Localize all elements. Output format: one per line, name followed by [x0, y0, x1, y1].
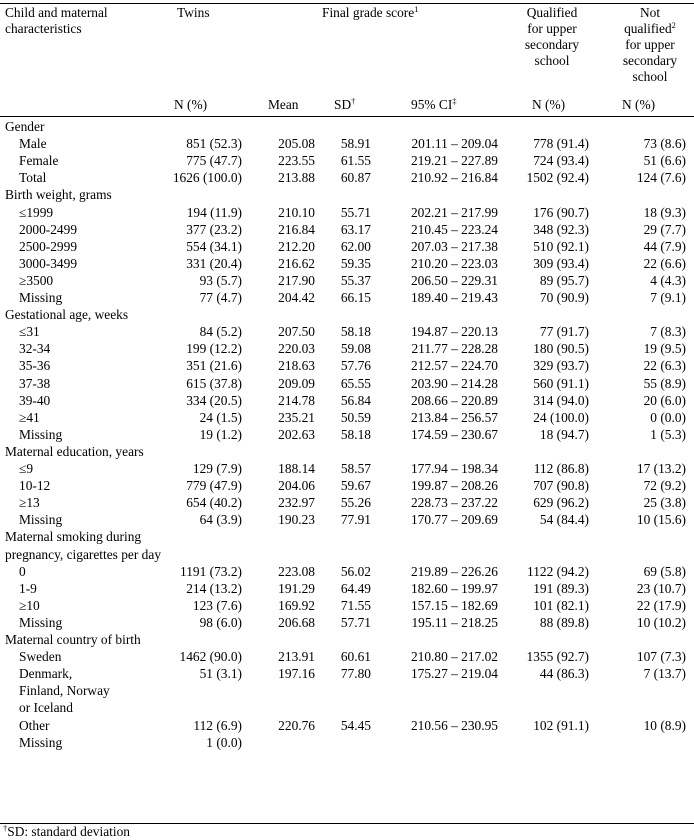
cell-sd: 60.61	[340, 649, 371, 665]
cell-ci: 177.94 – 198.34	[410, 461, 498, 476]
cell-not-qualified: 124 (7.6)	[636, 170, 686, 186]
cell-n-percent: 1462 (90.0)	[179, 649, 242, 665]
cell-not-qualified: 7 (8.3)	[650, 324, 686, 340]
cell-mean: 232.97	[278, 495, 315, 511]
row-label: Female	[19, 153, 59, 169]
cell-ci: 210.45 – 223.24	[410, 221, 498, 237]
cell-mean: 223.08	[278, 563, 315, 579]
cell-not-qualified: 73 (8.6)	[643, 136, 686, 152]
cell-not-qualified: 4 (4.3)	[650, 272, 686, 288]
cell-mean: 210.10	[278, 204, 315, 220]
row-label: 1-9	[19, 580, 37, 596]
cell-sd: 58.57	[340, 461, 371, 476]
cell-n-percent: 123 (7.6)	[192, 597, 242, 613]
cell-sd: 64.49	[340, 580, 371, 596]
cell-mean: 213.91	[278, 649, 315, 665]
cell-n-percent: 779 (47.9)	[186, 478, 242, 494]
row-label: ≥41	[19, 409, 40, 425]
cell-ci: 210.80 – 217.02	[410, 649, 498, 665]
cell-not-qualified: 10 (8.9)	[643, 717, 686, 733]
cell-qualified: 112 (86.8)	[533, 461, 589, 476]
cell-mean: 209.09	[278, 375, 315, 391]
cell-qualified: 176 (90.7)	[533, 204, 589, 220]
cell-qualified: 191 (89.3)	[533, 580, 589, 596]
cell-n-percent: 331 (20.4)	[186, 255, 242, 271]
cell-n-percent: 129 (7.9)	[192, 461, 242, 476]
row-label: 39-40	[19, 392, 51, 408]
cell-ci: 219.21 – 227.89	[410, 153, 498, 169]
cell-n-percent: 775 (47.7)	[186, 153, 242, 169]
cell-n-percent: 554 (34.1)	[186, 238, 242, 254]
cell-mean: 217.90	[278, 272, 315, 288]
row-label: Total	[19, 170, 47, 186]
row-label: Missing	[19, 426, 63, 442]
cell-qualified: 102 (91.1)	[533, 717, 589, 733]
cell-n-percent: 1191 (73.2)	[180, 563, 242, 579]
row-label: 2500-2999	[19, 238, 78, 254]
row-label: Male	[19, 136, 47, 152]
cell-sd: 77.80	[340, 666, 371, 682]
cell-not-qualified: 29 (7.7)	[643, 221, 686, 237]
cell-n-percent: 199 (12.2)	[186, 341, 242, 357]
cell-not-qualified: 72 (9.2)	[643, 478, 686, 494]
cell-qualified: 309 (93.4)	[533, 255, 589, 271]
header-rule	[0, 116, 694, 117]
subheader-sd: SD†	[334, 96, 356, 112]
cell-ci: 211.77 – 228.28	[411, 341, 498, 357]
row-label: 35-36	[19, 358, 51, 374]
row-label: Denmark,	[19, 666, 73, 682]
subheader-n-twins: N (%)	[174, 97, 208, 112]
cell-mean: 204.42	[278, 290, 315, 305]
cell-qualified: 348 (92.3)	[533, 221, 589, 237]
cell-ci: 201.11 – 209.04	[411, 136, 498, 152]
cell-mean: 206.68	[278, 614, 315, 630]
cell-qualified: 54 (84.4)	[539, 512, 589, 528]
cell-n-percent: 351 (21.6)	[186, 358, 242, 374]
cell-ci: 210.92 – 216.84	[410, 170, 498, 186]
cell-mean: 205.08	[278, 136, 315, 152]
row-label: ≥10	[19, 597, 40, 613]
cell-sd: 55.37	[340, 272, 371, 288]
cell-sd: 55.26	[340, 495, 371, 511]
cell-sd: 62.00	[340, 238, 371, 254]
cell-not-qualified: 23 (10.7)	[636, 580, 686, 596]
row-label: Missing	[19, 290, 63, 305]
cell-ci: 189.40 – 219.43	[410, 290, 498, 305]
cell-sd: 59.08	[340, 341, 371, 357]
cell-not-qualified: 10 (15.6)	[636, 512, 686, 528]
cell-not-qualified: 69 (5.8)	[643, 563, 686, 579]
cell-ci: 170.77 – 209.69	[410, 512, 498, 528]
section-label: Gender	[5, 119, 45, 134]
cell-ci: 194.87 – 220.13	[410, 324, 498, 340]
cell-qualified: 44 (86.3)	[539, 666, 589, 682]
cell-not-qualified: 22 (6.6)	[643, 255, 686, 271]
cell-n-percent: 1 (0.0)	[206, 734, 242, 750]
cell-mean: 220.03	[278, 341, 315, 357]
cell-sd: 66.15	[340, 290, 371, 305]
cell-not-qualified: 17 (13.2)	[636, 461, 686, 476]
cell-sd: 57.76	[340, 358, 371, 374]
cell-mean: 212.20	[278, 238, 315, 254]
cell-ci: 207.03 – 217.38	[410, 238, 498, 254]
cell-ci: 202.21 – 217.99	[410, 204, 498, 220]
col-header-qualified: Qualified for upper secondary school	[524, 5, 580, 68]
cell-qualified: 180 (90.5)	[533, 341, 589, 357]
cell-n-percent: 851 (52.3)	[186, 136, 242, 152]
cell-n-percent: 77 (4.7)	[199, 290, 242, 305]
cell-not-qualified: 20 (6.0)	[643, 392, 686, 408]
cell-n-percent: 334 (20.5)	[186, 392, 242, 408]
row-label: Sweden	[19, 649, 62, 665]
col-header-twins: Twins	[177, 5, 210, 20]
cell-sd: 60.87	[340, 170, 371, 186]
row-label: 2000-2499	[19, 221, 78, 237]
cell-n-percent: 377 (23.2)	[186, 221, 242, 237]
cell-sd: 58.91	[340, 136, 371, 152]
cell-not-qualified: 55 (8.9)	[643, 375, 686, 391]
cell-sd: 56.84	[340, 392, 371, 408]
cell-ci: 228.73 – 237.22	[410, 495, 498, 511]
cell-sd: 58.18	[340, 324, 371, 340]
cell-ci: 175.27 – 219.04	[410, 666, 498, 682]
cell-sd: 77.91	[340, 512, 371, 528]
row-label: ≤31	[19, 324, 40, 340]
cell-sd: 50.59	[340, 409, 371, 425]
cell-sd: 71.55	[340, 597, 371, 613]
col-header-characteristics: Child and maternal characteristics	[5, 5, 108, 36]
row-label: ≥13	[19, 495, 40, 511]
cell-n-percent: 654 (40.2)	[186, 495, 242, 511]
row-label: 3000-3499	[19, 255, 78, 271]
section-label: Gestational age, weeks	[5, 307, 129, 323]
cell-not-qualified: 19 (9.5)	[643, 341, 686, 357]
cell-not-qualified: 7 (13.7)	[643, 666, 686, 682]
cell-mean: 213.88	[278, 170, 315, 186]
cell-n-percent: 93 (5.7)	[199, 272, 242, 288]
cell-n-percent: 214 (13.2)	[186, 580, 242, 596]
cell-n-percent: 194 (11.9)	[186, 204, 242, 220]
subheader-mean: Mean	[268, 97, 299, 112]
cell-mean: 216.62	[278, 255, 315, 271]
cell-n-percent: 24 (1.5)	[199, 409, 242, 425]
cell-qualified: 77 (91.7)	[539, 324, 589, 340]
cell-mean: 207.50	[278, 324, 315, 340]
cell-ci: 210.20 – 223.03	[410, 255, 498, 271]
cell-mean: 218.63	[278, 358, 315, 374]
cell-mean: 204.06	[278, 478, 315, 494]
cell-mean: 216.84	[278, 221, 315, 237]
col-header-not-qualified: Not qualified$^2$ for upper secondary school	[622, 5, 678, 84]
cell-qualified: 707 (90.8)	[533, 478, 589, 494]
cell-n-percent: 98 (6.0)	[199, 614, 242, 630]
cell-qualified: 1355 (92.7)	[526, 649, 589, 665]
row-label: 0	[19, 563, 26, 579]
cell-mean: 235.21	[278, 409, 315, 425]
row-label: Missing	[19, 734, 63, 750]
cell-ci: 182.60 – 199.97	[410, 580, 498, 596]
cell-not-qualified: 22 (6.3)	[643, 358, 686, 374]
cell-sd: 56.02	[340, 563, 371, 579]
row-label: ≤1999	[19, 204, 54, 220]
cell-n-percent: 84 (5.2)	[199, 324, 242, 340]
section-label: Maternal country of birth	[5, 632, 141, 647]
cell-ci: 219.89 – 226.26	[410, 563, 498, 579]
cell-mean: 202.63	[278, 426, 315, 442]
cell-ci: 157.15 – 182.69	[410, 597, 498, 613]
cell-sd: 59.67	[340, 478, 371, 494]
cell-ci: 210.56 – 230.95	[410, 717, 498, 733]
cell-qualified: 560 (91.1)	[533, 375, 589, 391]
cell-n-percent: 64 (3.9)	[199, 512, 242, 528]
cell-qualified: 1502 (92.4)	[526, 170, 589, 186]
cell-ci: 212.57 – 224.70	[410, 358, 498, 374]
cell-not-qualified: 107 (7.3)	[636, 649, 686, 665]
cell-qualified: 24 (100.0)	[533, 409, 589, 425]
footnote: †SD: standard deviation	[3, 823, 130, 839]
cell-not-qualified: 22 (17.9)	[636, 597, 686, 613]
cell-sd: 55.71	[340, 204, 371, 220]
cell-n-percent: 112 (6.9)	[193, 717, 242, 733]
cell-mean: 188.14	[278, 461, 315, 476]
cell-sd: 65.55	[340, 375, 371, 391]
cell-mean: 169.92	[278, 597, 315, 613]
cell-qualified: 89 (95.7)	[539, 272, 589, 288]
cell-mean: 191.29	[278, 580, 315, 596]
cell-ci: 199.87 – 208.26	[410, 478, 498, 494]
cell-qualified: 1122 (94.2)	[527, 563, 589, 579]
subheader-n-not-qualified: N (%)	[622, 97, 656, 112]
subheader-n-qualified: N (%)	[532, 97, 566, 112]
cell-mean: 190.23	[278, 512, 315, 528]
row-label: 37-38	[19, 375, 51, 391]
cell-n-percent: 615 (37.8)	[186, 375, 242, 391]
cell-qualified: 18 (94.7)	[539, 426, 589, 442]
cell-ci: 208.66 – 220.89	[410, 392, 498, 408]
section-label: Birth weight, grams	[5, 187, 112, 203]
cell-mean: 220.76	[278, 717, 315, 733]
cell-n-percent: 1626 (100.0)	[172, 170, 242, 186]
top-rule	[0, 3, 694, 4]
row-label: Finland, Norway	[19, 683, 110, 699]
row-label: ≥3500	[19, 272, 54, 288]
cell-mean: 214.78	[278, 392, 315, 408]
cell-sd: 63.17	[340, 221, 371, 237]
cell-not-qualified: 1 (5.3)	[650, 426, 686, 442]
cell-ci: 206.50 – 229.31	[410, 272, 498, 288]
row-label: or Iceland	[19, 700, 73, 716]
cell-not-qualified: 44 (7.9)	[643, 238, 686, 254]
cell-qualified: 88 (89.8)	[539, 614, 589, 630]
cell-qualified: 70 (90.9)	[539, 290, 589, 305]
cell-not-qualified: 0 (0.0)	[650, 409, 686, 425]
cell-sd: 57.71	[340, 614, 371, 630]
cell-sd: 54.45	[340, 717, 371, 733]
cell-sd: 61.55	[340, 153, 371, 169]
cell-qualified: 329 (93.7)	[533, 358, 589, 374]
section-label: Maternal education, years	[5, 443, 144, 459]
row-label: Missing	[19, 512, 63, 528]
section-label: pregnancy, cigarettes per day	[5, 546, 162, 562]
subheader-ci: 95% CI‡	[411, 96, 457, 112]
cell-qualified: 724 (93.4)	[533, 153, 589, 169]
cell-not-qualified: 51 (6.6)	[643, 153, 686, 169]
cell-not-qualified: 25 (3.8)	[643, 495, 686, 511]
cell-not-qualified: 7 (9.1)	[650, 290, 686, 305]
cell-qualified: 101 (82.1)	[533, 597, 589, 613]
cell-not-qualified: 10 (10.2)	[636, 614, 686, 630]
row-label: Other	[19, 717, 50, 733]
cell-sd: 59.35	[340, 255, 371, 271]
cell-mean: 197.16	[278, 666, 315, 682]
cell-n-percent: 19 (1.2)	[199, 426, 242, 442]
cell-ci: 213.84 – 256.57	[410, 409, 498, 425]
row-label: Missing	[19, 614, 63, 630]
cell-n-percent: 51 (3.1)	[199, 666, 242, 682]
cell-not-qualified: 18 (9.3)	[643, 204, 686, 220]
cell-qualified: 778 (91.4)	[533, 136, 589, 152]
cell-ci: 203.90 – 214.28	[410, 375, 498, 391]
cell-ci: 174.59 – 230.67	[410, 426, 498, 442]
cell-mean: 223.55	[278, 153, 315, 169]
row-label: 32-34	[19, 341, 51, 357]
section-label: Maternal smoking during	[5, 529, 142, 545]
cell-qualified: 629 (96.2)	[533, 495, 589, 511]
cell-qualified: 314 (94.0)	[533, 392, 589, 408]
cell-ci: 195.11 – 218.25	[411, 614, 498, 630]
cell-qualified: 510 (92.1)	[533, 238, 589, 254]
row-label: 10-12	[19, 478, 51, 494]
row-label: ≤9	[19, 461, 34, 476]
col-header-final-grade: Final grade score$^1$	[322, 4, 419, 20]
cell-sd: 58.18	[340, 426, 371, 442]
